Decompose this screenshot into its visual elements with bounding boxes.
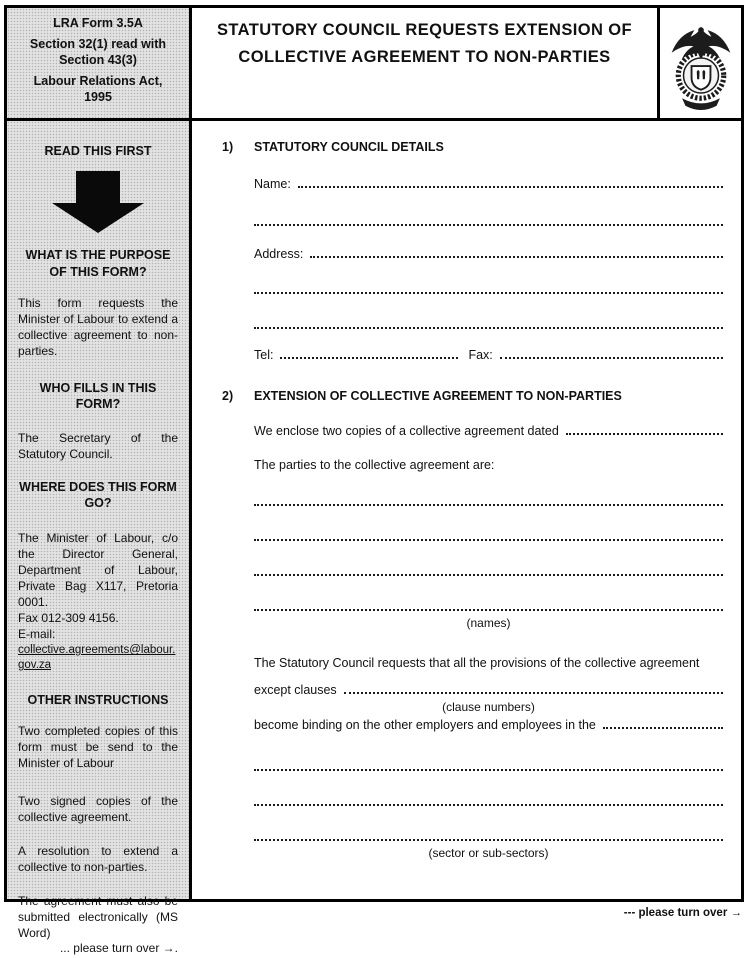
except-clauses-label: except clauses <box>254 683 337 697</box>
name-field-line[interactable] <box>298 186 723 188</box>
name-field-line-2[interactable] <box>254 224 723 226</box>
act-year: 1995 <box>84 90 112 104</box>
address-label: Address: <box>254 247 304 261</box>
form-header <box>7 8 741 121</box>
other-instruction-1: Two completed copies of this form must be send to the Minister of Labour <box>18 723 178 770</box>
sidebar-turn-over-note: ... please turn over →. <box>59 941 178 956</box>
parties-field-line-3[interactable] <box>254 574 723 576</box>
section2-number: 2) <box>222 389 234 403</box>
parties-field-line-1[interactable] <box>254 504 723 506</box>
section1-number: 1) <box>222 140 234 154</box>
title-area <box>192 8 657 118</box>
sector-field-line-2[interactable] <box>254 804 723 806</box>
form-number: LRA Form 3.5A <box>53 16 143 30</box>
section-reference: Section 32(1) read with <box>29 36 167 51</box>
email-label: E-mail: <box>18 627 56 642</box>
other-instruction-3: A resolution to extend a collective to non-parties. <box>18 843 178 874</box>
sector-caption: (sector or sub-sectors) <box>428 846 549 860</box>
parties-text: The parties to the collective agreement are: <box>254 458 495 472</box>
parties-field-line-4[interactable] <box>254 609 723 611</box>
emblem-box <box>657 8 741 118</box>
where-goes-address: The Minister of Labour, c/o the Director General, Department of Labour, Private Bag X117, Pretoria 0001. <box>18 531 178 610</box>
form-main <box>192 121 741 899</box>
fax-label: Fax: <box>468 348 493 362</box>
name-label: Name: <box>254 177 291 191</box>
purpose-heading: WHAT IS THE PURPOSE OF THIS FORM? <box>25 248 171 279</box>
section1-heading-row <box>222 140 723 154</box>
where-goes-heading: WHERE DOES THIS FORM GO? <box>19 479 177 511</box>
enclose-text: We enclose two copies of a collective agreement dated <box>254 424 559 438</box>
address-row <box>254 247 723 261</box>
clause-numbers-field-line[interactable] <box>344 692 723 694</box>
other-instruction-2: Two signed copies of the collective agreement. <box>18 793 178 824</box>
down-arrow-icon <box>18 171 178 233</box>
who-fills-heading: WHO FILLS IN THIS FORM? <box>39 380 157 411</box>
section1-heading: STATUTORY COUNCIL DETAILS <box>254 140 444 154</box>
who-fills-text: The Secretary of the Statutory Council. <box>18 431 178 462</box>
other-instruction-4: The agreement must also be submitted electronically (MS Word) <box>18 893 178 940</box>
names-caption: (names) <box>466 616 511 630</box>
section-reference-2: Section 43(3) <box>59 53 137 67</box>
act-name: Labour Relations Act, <box>33 73 163 88</box>
form-frame <box>4 5 744 956</box>
purpose-text: This form requests the Minister of Labour to extend a collective agreement to non-parties. <box>18 295 178 358</box>
agreement-dated-row <box>254 424 723 438</box>
clause-numbers-caption: (clause numbers) <box>442 700 535 714</box>
instructions-sidebar <box>7 121 192 956</box>
tel-label: Tel: <box>254 348 274 362</box>
section2-heading-row <box>222 389 723 403</box>
sector-field-line-3[interactable] <box>254 839 723 841</box>
other-instructions-heading: OTHER INSTRUCTIONS <box>27 692 169 707</box>
page-title-line2: COLLECTIVE AGREEMENT TO NON-PARTIES <box>238 48 611 67</box>
fax-field-line[interactable] <box>500 357 723 359</box>
name-row <box>254 177 723 191</box>
parties-field-line-2[interactable] <box>254 539 723 541</box>
sector-field-line-inline[interactable] <box>603 727 723 729</box>
agreement-date-field-line[interactable] <box>566 433 723 435</box>
sector-field-line-1[interactable] <box>254 769 723 771</box>
section2-heading: EXTENSION OF COLLECTIVE AGREEMENT TO NON-PARTIES <box>254 389 622 403</box>
form-id-box <box>7 8 192 118</box>
address-field-line-2[interactable] <box>254 292 723 294</box>
page-turn-over-note: --- please turn over → <box>623 907 742 919</box>
page-title-line1: STATUTORY COUNCIL REQUESTS EXTENSION OF <box>217 21 632 39</box>
binding-label: become binding on the other employers and employees in the <box>254 718 596 732</box>
south-african-coat-of-arms-icon <box>666 22 736 117</box>
except-clauses-row <box>254 683 723 697</box>
tel-field-line[interactable] <box>280 357 458 359</box>
where-goes-fax: Fax 012-309 4156. <box>18 611 119 626</box>
email-link: collective.agreements@labour.gov.za <box>18 644 176 672</box>
request-text: The Statutory Council requests that all the provisions of the collective agreement <box>254 656 700 670</box>
address-field-line-3[interactable] <box>254 327 723 329</box>
binding-row <box>254 718 723 732</box>
address-field-line[interactable] <box>310 256 723 258</box>
read-first-heading: READ THIS FIRST <box>44 144 152 158</box>
tel-fax-row <box>254 348 723 362</box>
